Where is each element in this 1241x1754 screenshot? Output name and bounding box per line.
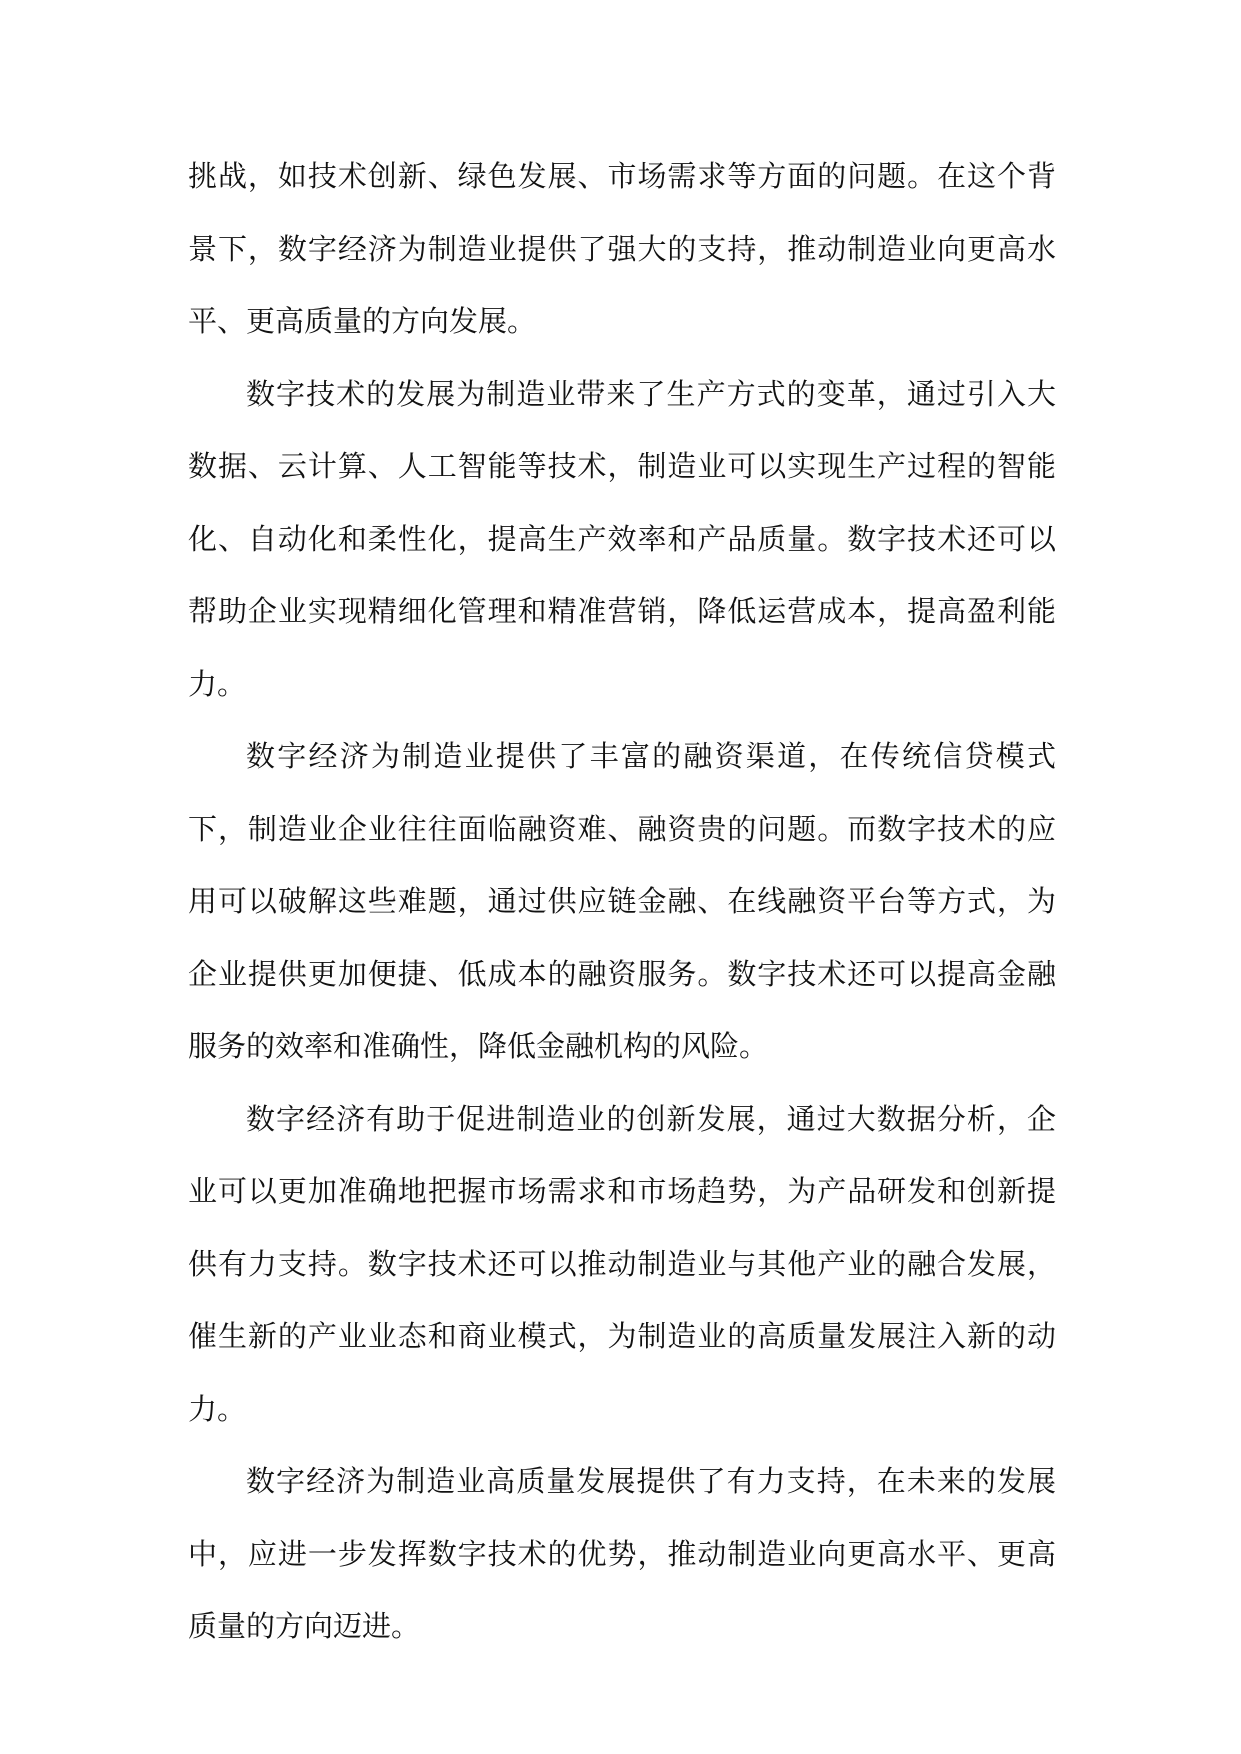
paragraph-digital-technology-production: 数字技术的发展为制造业带来了生产方式的变革，通过引入大数据、云计算、人工智能等技术，制造业可以实现生产过程的智能化、自动化和柔性化，提高生产效率和产品质量。数字技术还可以帮助企业实现精细化管理和精准营销，降低运营成本，提高盈利能力。 — [188, 376, 1056, 701]
paragraph-conclusion: 数字经济为制造业高质量发展提供了有力支持，在未来的发展中，应进一步发挥数字技术的优势，推动制造业向更高水平、更高质量的方向迈进。 — [188, 1464, 1056, 1643]
paragraph-innovation-development: 数字经济有助于促进制造业的创新发展，通过大数据分析，企业可以更加准确地把握市场需求和市场趋势，为产品研发和创新提供有力支持。数字技术还可以推动制造业与其他产业的融合发展，催生新的产业业态和商业模式，为制造业的高质量发展注入新的动力。 — [188, 1101, 1056, 1426]
paragraph-continuation: 挑战，如技术创新、绿色发展、市场需求等方面的问题。在这个背景下，数字经济为制造业提供了强大的支持，推动制造业向更高水平、更高质量的方向发展。 — [188, 159, 1056, 338]
document-body — [188, 140, 1056, 1663]
paragraph-financing-channels: 数字经济为制造业提供了丰富的融资渠道，在传统信贷模式下，制造业企业往往面临融资难、融资贵的问题。而数字技术的应用可以破解这些难题，通过供应链金融、在线融资平台等方式，为企业提供更加便捷、低成本的融资服务。数字技术还可以提高金融服务的效率和准确性，降低金融机构的风险。 — [188, 739, 1056, 1063]
